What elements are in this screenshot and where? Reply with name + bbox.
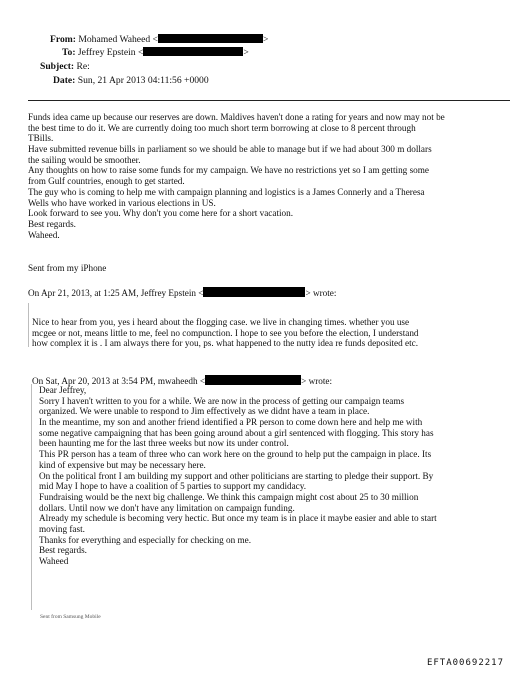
quote-line: Waheed [39, 556, 69, 566]
date-label: Date: [53, 75, 76, 86]
body-line: TBills. [28, 133, 54, 144]
quote-intro-text: On Apr 21, 2013, at 1:25 AM, Jeffrey Epstein < [28, 288, 204, 298]
body-line: Look forward to see you. Why don't you come here for a short vacation. [28, 208, 294, 219]
quote-line: Nice to hear from you, yes i heard about the flogging case. we live in changing times. whether you use [32, 317, 410, 327]
quote-line: Fundraising would be the next big challenge. We think this campaign might cost about 25 to 30 million [39, 491, 419, 502]
redaction-box [205, 375, 301, 385]
date-value: Sun, 21 Apr 2013 04:11:56 +0000 [77, 75, 209, 86]
from-close-bracket: > [262, 34, 269, 45]
to-value: Jeffrey Epstein < [77, 47, 144, 58]
quote-intro-suffix: > wrote: [301, 376, 333, 386]
quote-line: dollars. Until now we don't have any limitation on campaign funding. [39, 502, 295, 513]
body-line: Waheed. [28, 229, 60, 240]
quote-line: Thanks for everything and especially for checking on me. [39, 534, 252, 545]
quote-line: mid May I hope to have a coalition of 5 parties to support my candidacy. [39, 481, 307, 492]
body-line: Wells who have worked in various elections in US. [28, 197, 216, 208]
message-body [28, 112, 445, 240]
redaction-box [143, 47, 243, 56]
body-line: Best regards. [28, 218, 76, 229]
quote-line: how complex it is . I am always there for you, ps. what happened to the nutty idea re funds deposited etc. [32, 338, 419, 349]
date-line [53, 75, 209, 87]
quote-line: Already my schedule is becoming very hectic. But once my team is in place it maybe easier and able to start [39, 513, 437, 524]
body-line: The guy who is coming to help me with campaign planning and logistics is a James Connerly and a Theresa [28, 186, 425, 197]
quote-intro-suffix: > wrote: [305, 288, 337, 298]
samsung-signature: Sent from Samsung Mobile [40, 614, 101, 620]
quote-line: Sorry I haven't written to you for a while. We are now in the process of getting our campaign teams [39, 395, 405, 406]
body-line: from Gulf countries, enough to get started. [28, 176, 185, 187]
subject-value: Re: [76, 61, 90, 72]
body-line: the best time to do it. We are currently doing too much short term borrowing at close to 8 percent through [28, 122, 416, 133]
subject-line [40, 61, 90, 73]
from-label: From: [50, 34, 76, 45]
quote-bar [28, 303, 29, 347]
quote-line: organized. We were unable to respond to Jim effectively as we didnt have a team in place. [39, 406, 370, 417]
body-line: Any thoughts on how to raise some funds for my campaign. We have no restrictions yet so I am getting some [28, 165, 429, 176]
header-divider [28, 100, 510, 101]
quote-line: been haunting me for the last three weeks but now its under control. [39, 438, 289, 449]
quote-line: moving fast. [39, 523, 85, 534]
body-line: the sailing would be smoother. [28, 154, 141, 165]
subject-label: Subject: [40, 61, 75, 72]
to-close-bracket: > [243, 47, 249, 58]
quote-line: mcgee or not, means little to me, feel no compunction. I hope to see you before the election, I understand [32, 327, 419, 338]
from-value: Mohamed Waheed < [78, 34, 158, 45]
quote-line: Dear Jeffrey, [39, 385, 87, 395]
quote-line: This PR person has a team of three who can work here on the ground to help put the campaign in place. Its [39, 449, 432, 460]
to-line [62, 47, 249, 59]
quote-line: In the meantime, my son and another friend identified a PR person to come down here and help me with [39, 417, 423, 428]
quote-body [32, 317, 419, 349]
body-line: Funds idea came up because our reserves are down. Maldives haven't done a rating for years and now may not be [28, 112, 445, 122]
quote-intro-text: On Sat, Apr 20, 2013 at 3:54 PM, mwaheedh < [32, 376, 206, 386]
quote-line: kind of expensive but may be necessary here. [39, 459, 206, 470]
bates-stamp: EFTA00692217 [426, 658, 504, 668]
body-line: Have submitted revenue bills in parliament so we should be able to manage but if we had about 300 m dollars [28, 144, 432, 155]
quote-line: some negative campaigning that has been going around about a girl sentenced with flogging. This story has [39, 427, 434, 438]
quote-line: Best regards. [39, 545, 87, 556]
from-line [50, 34, 268, 46]
quote-intro [28, 287, 336, 299]
redaction-box [203, 287, 305, 297]
redaction-box [158, 34, 263, 43]
quote-bar [31, 384, 32, 610]
to-label: To: [62, 47, 76, 58]
quote-line: On the political front I am building my support and other politicians are starting to pledge their support. By [39, 470, 434, 481]
iphone-signature: Sent from my iPhone [28, 263, 107, 273]
quote-body [39, 385, 437, 567]
